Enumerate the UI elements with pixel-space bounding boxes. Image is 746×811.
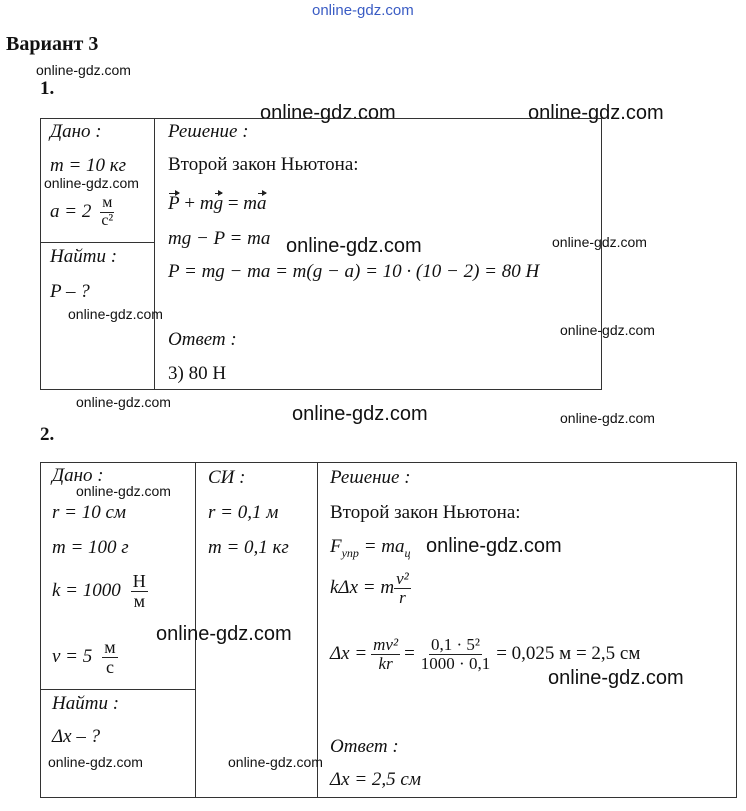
task2-answer-value: Δx = 2,5 см (330, 769, 421, 790)
equation-fraction-1 (371, 636, 400, 673)
plus-sign: + (184, 193, 196, 214)
acceleration-subscript: ц (404, 545, 411, 560)
equation-rest: = ma (358, 536, 405, 557)
watermark-top: online-gdz.com (312, 2, 414, 19)
task2-si-mass: m = 0,1 кг (208, 537, 289, 558)
unit-numerator: м (104, 637, 116, 657)
task1-solution-label: Решение : (168, 121, 249, 142)
task2-velocity-unit (102, 638, 117, 677)
watermark: online-gdz.com (292, 403, 428, 425)
unit-numerator: H (132, 571, 146, 591)
watermark: online-gdz.com (44, 175, 139, 191)
task2-given-radius: r = 10 см (52, 502, 127, 523)
task2-solution-label: Решение : (330, 467, 411, 488)
unit-denominator: c² (101, 211, 114, 229)
equation-left: kΔx = m (330, 577, 395, 599)
fraction-numerator: mv² (373, 635, 399, 654)
watermark: online-gdz.com (560, 322, 655, 338)
watermark: online-gdz.com (560, 410, 655, 426)
task2-si-label: СИ : (208, 467, 246, 488)
task1-divider (154, 118, 155, 390)
task1-given-label: Дано : (50, 121, 102, 142)
watermark: online-gdz.com (552, 234, 647, 250)
task2-stiffness-unit (131, 572, 148, 611)
task1-answer-label: Ответ : (168, 329, 237, 350)
watermark: online-gdz.com (260, 102, 396, 124)
fraction-denominator: kr (378, 653, 393, 673)
task1-equation-3: P = mg − ma = m(g − a) = 10 · (10 − 2) = 80 H (168, 261, 540, 282)
task2-given-stiffness-value: k = 1000 (52, 580, 121, 602)
watermark: online-gdz.com (286, 235, 422, 257)
watermark: online-gdz.com (426, 535, 562, 557)
watermark: online-gdz.com (156, 623, 292, 645)
task1-given-mass: m = 10 кг (50, 155, 127, 176)
task2-given-mass: m = 100 г (52, 537, 129, 558)
force-symbol: F (330, 536, 342, 557)
task1-law: Второй закон Ньютона: (168, 154, 359, 175)
task1-equation-2: mg − P = ma (168, 228, 271, 249)
equation-fraction-2 (419, 636, 492, 673)
watermark: online-gdz.com (36, 62, 131, 78)
fraction-denominator: r (399, 587, 406, 607)
mass-symbol: m (243, 193, 258, 214)
task2-given-velocity-value: v = 5 (52, 646, 93, 668)
unit-numerator: м (102, 194, 113, 211)
task2-divider (317, 462, 318, 798)
task2-si-radius: r = 0,1 м (208, 502, 279, 523)
task2-law: Второй закон Ньютона: (330, 502, 521, 523)
vector-P: P (168, 193, 180, 214)
unit-denominator: c (105, 656, 114, 677)
task1-find-value: P – ? (50, 281, 90, 302)
task2-equation-1 (330, 536, 410, 561)
task2-given-stiffness (52, 572, 148, 611)
task2-given-velocity (52, 638, 118, 677)
equation-fraction (394, 570, 411, 607)
vector-a: a (257, 193, 267, 214)
task2-equation-2 (330, 570, 411, 607)
task1-answer-value: 3) 80 H (168, 363, 227, 384)
task1-given-acceleration (50, 195, 115, 230)
task2-find-value: Δx – ? (52, 726, 101, 747)
task1-given-acceleration-value: a = 2 (50, 201, 92, 223)
fraction-numerator: v² (396, 569, 409, 588)
task2-find-label: Найти : (52, 693, 120, 714)
task1-find-label: Найти : (50, 246, 118, 267)
force-subscript: упр (341, 545, 359, 560)
equals-sign: = (404, 643, 415, 665)
task1-vector-equation (168, 193, 267, 215)
watermark: online-gdz.com (76, 483, 171, 499)
task1-divider (40, 242, 155, 243)
watermark: online-gdz.com (68, 306, 163, 322)
equals-sign: = (227, 193, 239, 214)
unit-denominator: м (133, 590, 145, 611)
task1-number: 1. (40, 78, 55, 99)
watermark: online-gdz.com (228, 754, 323, 770)
task2-number: 2. (40, 424, 55, 445)
vector-g: g (213, 193, 224, 214)
equation-right: = 0,025 м = 2,5 см (496, 643, 641, 665)
watermark: online-gdz.com (48, 754, 143, 770)
task2-given-label: Дано : (52, 465, 104, 486)
equation-left: Δx = (330, 643, 368, 665)
watermark: online-gdz.com (528, 102, 664, 124)
watermark: online-gdz.com (76, 394, 171, 410)
fraction-numerator: 0,1 · 5² (431, 635, 481, 654)
task2-answer-label: Ответ : (330, 736, 399, 757)
task2-divider (40, 689, 196, 690)
mass-symbol: m (199, 193, 214, 214)
task1-acceleration-unit (99, 195, 115, 230)
variant-title: Вариант 3 (6, 33, 99, 55)
fraction-denominator: 1000 · 0,1 (420, 653, 491, 673)
watermark: online-gdz.com (548, 667, 684, 689)
